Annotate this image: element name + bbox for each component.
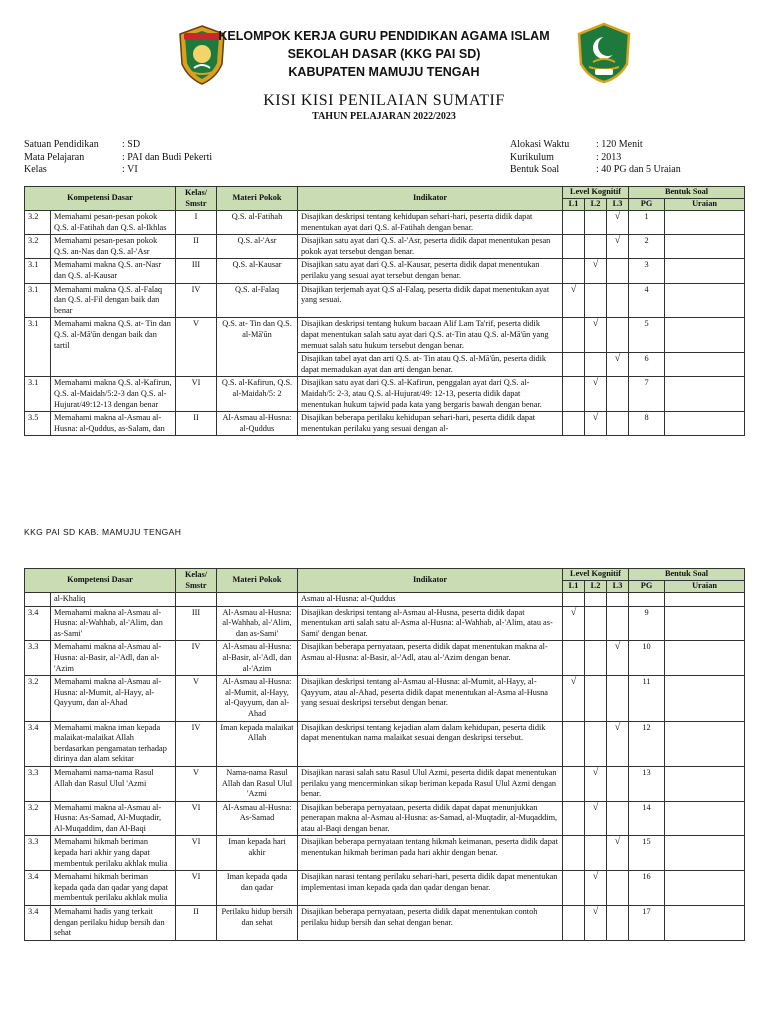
materi-value: Q.S. al-Kafirun, Q.S. al-Maidah/5: 2 [217, 377, 298, 412]
kd-text: Memahami hadis yang terkait dengan perilaku hidup bersih dan sehat [51, 906, 176, 941]
kd-text: Memahami makna Q.S. al-Falaq dan Q.S. al-Fil dengan baik dan benar [51, 283, 176, 318]
level-l1-cell [563, 412, 585, 436]
level-l2-cell [585, 801, 607, 836]
kd-text: Memahami pesan-pesan pokok Q.S. al-Fatihah dan Q.S. al-Ikhlas [51, 211, 176, 235]
indikator-text: Disajikan beberapa perilaku kehidupan sehari-hari, peserta didik dapat menentukan perilaku yang sesuai dengan al- [298, 412, 563, 436]
materi-value: Al-Asmau al-Husna: al-Wahhab, al-'Alim, dan as-Sami' [217, 606, 298, 641]
col-pg: PG [629, 581, 665, 593]
level-l1-cell [563, 259, 585, 283]
header-row [25, 569, 745, 581]
kd-number: 3.1 [25, 259, 51, 283]
check-mark-icon: √ [570, 676, 577, 688]
col-level-kognitif: Level Kognitif [563, 569, 629, 581]
level-l2-cell [585, 721, 607, 766]
check-mark-icon: √ [592, 871, 599, 883]
level-l1-cell [563, 676, 585, 721]
meta-value: : VI [122, 164, 138, 175]
meta-label: Satuan Pendidikan [24, 139, 99, 150]
pg-number: 2 [629, 235, 665, 259]
level-l1-cell [563, 836, 585, 871]
uraian-cell [665, 906, 745, 941]
materi-value: Iman kepada hari akhir [217, 836, 298, 871]
col-kompetensi-dasar: Kompetensi Dasar [25, 569, 176, 593]
col-kelas-semester: Kelas/ Smstr [176, 569, 217, 593]
kd-number: 3.4 [25, 906, 51, 941]
indikator-text: Disajikan deskripsi tentang hukum bacaan Alif Lam Ta'rif, peserta didik dapat menentukan salah satu ayat dari Q.S. at-Tin atau Q.S. al-Mā'ūn yang memuat salah satu hukum tersebut dengan benar. [298, 318, 563, 353]
level-l1-cell [563, 235, 585, 259]
uraian-cell [665, 871, 745, 906]
kelas-value: V [176, 676, 217, 721]
uraian-cell [665, 211, 745, 235]
meta-row [24, 164, 212, 177]
col-bentuk-soal: Bentuk Soal [629, 187, 745, 199]
check-mark-icon: √ [614, 211, 621, 222]
level-l3-cell [607, 283, 629, 318]
kd-number: 3.2 [25, 235, 51, 259]
check-mark-icon: √ [614, 235, 621, 247]
table-row [25, 283, 745, 318]
meta-value: : 2013 [596, 151, 622, 163]
check-mark-icon: √ [570, 606, 577, 618]
table-row [25, 766, 745, 801]
kelas-value: III [176, 606, 217, 641]
pg-number: 4 [629, 283, 665, 318]
table-row [25, 836, 745, 871]
level-l1-cell [563, 318, 585, 353]
table-row [25, 801, 745, 836]
kd-number [25, 593, 51, 607]
meta-value: : PAI dan Budi Pekerti [122, 151, 213, 163]
col-indikator: Indikator [298, 569, 563, 593]
pg-number: 1 [629, 211, 665, 235]
kd-number: 3.2 [25, 801, 51, 836]
kd-text: Memahami makna al-Asmau al-Husna: al-Wahhab, al-'Alim, dan as-Sami' [51, 606, 176, 641]
pg-number: 9 [629, 606, 665, 641]
check-mark-icon: √ [592, 377, 599, 389]
level-l2-cell [585, 235, 607, 259]
pg-number: 13 [629, 766, 665, 801]
level-l3-cell [607, 676, 629, 721]
materi-value: Perilaku hidup bersih dan sehat [217, 906, 298, 941]
materi-value: Q.S. at- Tin dan Q.S. al-Mā'ūn [217, 318, 298, 377]
meta-row [24, 152, 212, 165]
level-l2-cell [585, 593, 607, 607]
level-l2-cell [585, 606, 607, 641]
indikator-text: Asmau al-Husna: al-Quddus [298, 593, 563, 607]
table-row [25, 871, 745, 906]
kelas-value: IV [176, 641, 217, 676]
document-title: KISI KISI PENILAIAN SUMATIF [263, 92, 505, 109]
table-row [25, 721, 745, 766]
kd-text: Memahami makna Q.S. an-Nasr dan Q.S. al-Kausar [51, 259, 176, 283]
kelas-value [176, 593, 217, 607]
table-row [25, 606, 745, 641]
meta-value: : SD [122, 139, 141, 150]
kd-number: 3.3 [25, 641, 51, 676]
kisi-table-1 [24, 186, 745, 436]
indikator-text: Disajikan deskripsi tentang kehidupan sehari-hari, peserta didik dapat menentukan ayat dari Q.S. al-Fatihah dengan benar. [298, 211, 563, 235]
level-l3-cell [607, 871, 629, 906]
materi-value: Al-Asmau al-Husna: As-Samad [217, 801, 298, 836]
kkg-pai-shield-icon [575, 22, 633, 84]
indikator-text: Disajikan terjemah ayat Q.S al-Falaq, peserta didik dapat menentukan ayat yang sesuai. [298, 283, 563, 318]
indikator-text: Disajikan satu ayat dari Q.S. al-'Asr, peserta didik dapat menentukan pesan pokok ayat tersebut dengan benar. [298, 235, 563, 259]
kelas-value: V [176, 766, 217, 801]
level-l3-cell [607, 836, 629, 871]
col-materi-pokok: Materi Pokok [217, 569, 298, 593]
col-uraian: Uraian [665, 581, 745, 593]
kelas-value: IV [176, 721, 217, 766]
uraian-cell [665, 259, 745, 283]
level-l3-cell [607, 766, 629, 801]
level-l3-cell [607, 412, 629, 436]
table-row [25, 676, 745, 721]
check-mark-icon: √ [614, 721, 621, 733]
check-mark-icon: √ [614, 353, 621, 365]
kelas-value: VI [176, 377, 217, 412]
indikator-text: Disajikan satu ayat dari Q.S. al-Kausar, peserta didik dapat menentukan perilaku yang sesuai ayat tersebut dengan benar. [298, 259, 563, 283]
kd-text: Memahami makna al-Asmau al-Husna: al-Basir, al-'Adl, dan al-'Azim [51, 641, 176, 676]
level-l2-cell [585, 353, 607, 377]
level-l1-cell [563, 721, 585, 766]
level-l2-cell [585, 766, 607, 801]
col-l2: L2 [585, 581, 607, 593]
level-l2-cell [585, 906, 607, 941]
kd-text: Memahami makna iman kepada malaikat-malaikat Allah berdasarkan pengamatan terhadap dirinya dan alam sekitar [51, 721, 176, 766]
kd-text: Memahami makna al-Asmau al-Husna: As-Samad, Al-Muqtadir, Al-Muqaddim, dan Al-Baqi [51, 801, 176, 836]
indikator-text: Disajikan beberapa pernyataan tentang hikmah keimanan, peserta didik dapat menentukan hikmah beriman pada hari akhir dengan benar. [298, 836, 563, 871]
indikator-text: Disajikan beberapa pernyataan, peserta didik dapat dapat menunjukkan penerapan makna al-Asmau al-Husna: as-Samad, al-Muqtadir, al-Muqaddim, atau al-Baqi dengan benar. [298, 801, 563, 836]
pg-number: 17 [629, 906, 665, 941]
kd-text: Memahami pesan-pesan pokok Q.S. an-Nas dan Q.S. al-'Asr [51, 235, 176, 259]
meta-value: : 120 Menit [596, 139, 643, 150]
uraian-cell [665, 836, 745, 871]
kd-number: 3.2 [25, 211, 51, 235]
check-mark-icon: √ [592, 412, 599, 424]
uraian-cell [665, 766, 745, 801]
level-l2-cell [585, 259, 607, 283]
level-l3-cell [607, 593, 629, 607]
level-l1-cell [563, 801, 585, 836]
kelas-value: I [176, 211, 217, 235]
uraian-cell [665, 377, 745, 412]
kelas-value: II [176, 235, 217, 259]
level-l3-cell [607, 259, 629, 283]
kd-number: 3.5 [25, 412, 51, 436]
uraian-cell [665, 318, 745, 353]
header-row [25, 187, 745, 199]
table-row [25, 641, 745, 676]
meta-label: Alokasi Waktu [510, 139, 570, 150]
uraian-cell [665, 721, 745, 766]
meta-row [510, 152, 681, 165]
level-l1-cell [563, 641, 585, 676]
materi-value [217, 593, 298, 607]
kd-number: 3.2 [25, 676, 51, 721]
col-l1: L1 [563, 199, 585, 211]
check-mark-icon: √ [592, 259, 599, 271]
meta-row [24, 139, 212, 152]
meta-left [24, 139, 212, 177]
indikator-text: Disajikan deskripsi tentang al-Asmau al-Husna, peserta didik dapat menentukan arti salah satu al-Asma al-Husna: al-Wahhab, al-'Alim, atau as-Sami' dengan benar. [298, 606, 563, 641]
pg-number: 6 [629, 353, 665, 377]
kd-text: Memahami hikmah beriman kepada hari akhir yang dapat membentuk perilaku akhlak mulia [51, 836, 176, 871]
uraian-cell [665, 283, 745, 318]
level-l2-cell [585, 641, 607, 676]
level-l2-cell [585, 318, 607, 353]
table-header [25, 569, 745, 593]
kd-text: Memahami makna al-Asmau al-Husna: al-Quddus, as-Salam, dan [51, 412, 176, 436]
col-bentuk-soal: Bentuk Soal [629, 569, 745, 581]
kd-text: Memahami makna Q.S. al-Kafirun, Q.S. al-Maidah/5:2-3 dan Q.S. al-Hujurat/49:12-13 dengan benar [51, 377, 176, 412]
kelas-value: IV [176, 283, 217, 318]
check-mark-icon: √ [614, 836, 621, 848]
level-l3-cell [607, 377, 629, 412]
footer-note: KKG PAI SD KAB. MAMUJU TENGAH [24, 527, 182, 537]
col-indikator: Indikator [298, 187, 563, 211]
meta-label: Mata Pelajaran [24, 151, 85, 163]
meta-right [510, 139, 681, 177]
header-line-3: KABUPATEN MAMUJU TENGAH [288, 65, 480, 79]
document-subtitle: TAHUN PELAJARAN 2022/2023 [312, 111, 456, 122]
kd-text: Memahami makna al-Asmau al-Husna: al-Mumit, al-Hayy, al-Qayyum, dan al-Ahad [51, 676, 176, 721]
indikator-text: Disajikan satu ayat dari Q.S. al-Kafirun, penggalan ayat dari Q.S. al-Maidah/5: 2-3, atau Q.S. al-Hujurat/49: 12-13, peserta didik dapat menentukan hukum tajwid pada kata yang bergaris bawah dengan benar. [298, 377, 563, 412]
meta-label: Kurikulum [510, 151, 554, 163]
kd-text: Memahami hikmah beriman kepada qada dan qadar yang dapat membentuk perilaku akhlak mulia [51, 871, 176, 906]
kisi-table-2 [24, 568, 745, 941]
level-l1-cell [563, 871, 585, 906]
indikator-text: Disajikan beberapa pernyataan, peserta didik dapat menentukan contoh perilaku hidup bersih dan sehat dengan benar. [298, 906, 563, 941]
table-row [25, 906, 745, 941]
indikator-text: Disajikan beberapa pernyataan, peserta didik dapat menentukan makna al-Asmau al-Husna: al-Basir, al-'Adl, atau al-'Azim dengan benar. [298, 641, 563, 676]
level-l2-cell [585, 676, 607, 721]
kd-number: 3.4 [25, 606, 51, 641]
col-l3: L3 [607, 199, 629, 211]
letterhead [0, 18, 768, 88]
indikator-text: Disajikan tabel ayat dan arti Q.S. at- Tin atau Q.S. al-Mā'ūn, peserta didik dapat memadukan ayat dan arti dengan benar. [298, 353, 563, 377]
level-l2-cell [585, 836, 607, 871]
indikator-text: Disajikan narasi salah satu Rasul Ulul Azmi, peserta didik dapat menentukan perilaku yang mencerminkan sikap beriman kepada Rasul Ulul Azmi dengan benar. [298, 766, 563, 801]
meta-label: Bentuk Soal [510, 164, 560, 175]
col-uraian: Uraian [665, 199, 745, 211]
uraian-cell [665, 593, 745, 607]
col-pg: PG [629, 199, 665, 211]
kd-text: al-Khaliq [51, 593, 176, 607]
kelas-value: VI [176, 801, 217, 836]
kelas-value: VI [176, 871, 217, 906]
level-l1-cell [563, 593, 585, 607]
kd-text: Memahami nama-nama Rasul Allah dan Rasul Ulul 'Azmi [51, 766, 176, 801]
pg-number: 5 [629, 318, 665, 353]
check-mark-icon: √ [614, 641, 621, 653]
kelas-value: III [176, 259, 217, 283]
materi-value: Iman kepada malaikat Allah [217, 721, 298, 766]
materi-value: Al-Asmau al-Husna: al-Quddus [217, 412, 298, 436]
meta-row [510, 164, 681, 177]
kelas-value: II [176, 412, 217, 436]
pg-number: 14 [629, 801, 665, 836]
table-row [25, 412, 745, 436]
uraian-cell [665, 353, 745, 377]
col-l3: L3 [607, 581, 629, 593]
check-mark-icon: √ [592, 906, 599, 918]
kd-number: 3.3 [25, 836, 51, 871]
level-l1-cell [563, 606, 585, 641]
table-row [25, 593, 745, 607]
col-l2: L2 [585, 199, 607, 211]
pg-number: 10 [629, 641, 665, 676]
pg-number: 8 [629, 412, 665, 436]
materi-value: Q.S. al-Kausar [217, 259, 298, 283]
pg-number [629, 593, 665, 607]
col-kompetensi-dasar: Kompetensi Dasar [25, 187, 176, 211]
level-l2-cell [585, 211, 607, 235]
check-mark-icon: √ [592, 766, 599, 778]
kd-number: 3.1 [25, 318, 51, 377]
pg-number: 15 [629, 836, 665, 871]
uraian-cell [665, 606, 745, 641]
level-l3-cell [607, 235, 629, 259]
materi-value: Nama-nama Rasul Allah dan Rasul Ulul 'Azmi [217, 766, 298, 801]
materi-value: Al-Asmau al-Husna: al-Mumit, al-Hayy, al-Qayyum, dan al-Ahad [217, 676, 298, 721]
meta-value: : 40 PG dan 5 Uraian [596, 164, 681, 175]
level-l1-cell [563, 377, 585, 412]
meta-row [510, 139, 681, 152]
pg-number: 12 [629, 721, 665, 766]
level-l3-cell [607, 211, 629, 235]
indikator-text: Disajikan deskripsi tentang al-Asmau al-Husna: al-Mumit, al-Hayy, al-Qayyum, atau al-Ahad, peserta didik dapat menentukan al-Asma al-Husna yang sesuai deskripsi tersebut dengan benar. [298, 676, 563, 721]
uraian-cell [665, 676, 745, 721]
table-row [25, 235, 745, 259]
materi-value: Q.S. al-'Asr [217, 235, 298, 259]
kd-number: 3.4 [25, 871, 51, 906]
header-line-2: SEKOLAH DASAR (KKG PAI SD) [287, 47, 481, 61]
level-l3-cell [607, 721, 629, 766]
pg-number: 3 [629, 259, 665, 283]
col-l1: L1 [563, 581, 585, 593]
pg-number: 16 [629, 871, 665, 906]
materi-value: Q.S. al-Fatihah [217, 211, 298, 235]
level-l1-cell [563, 353, 585, 377]
indikator-text: Disajikan deskripsi tentang kejadian alam dalam kehidupan, peserta didik dapat menentukan nama malaikat sesuai dengan deskripsi tersebut. [298, 721, 563, 766]
indikator-text: Disajikan narasi tentang perilaku sehari-hari, peserta didik dapat menentukan implementasi iman kepada qada dan qadar dengan benar. [298, 871, 563, 906]
table-row [25, 211, 745, 235]
level-l3-cell [607, 318, 629, 353]
col-level-kognitif: Level Kognitif [563, 187, 629, 199]
table-row [25, 259, 745, 283]
uraian-cell [665, 412, 745, 436]
level-l3-cell [607, 801, 629, 836]
header-line-1: KELOMPOK KERJA GURU PENDIDIKAN AGAMA ISLAM [218, 29, 550, 43]
kd-number: 3.1 [25, 283, 51, 318]
level-l3-cell [607, 641, 629, 676]
materi-value: Q.S. al-Falaq [217, 283, 298, 318]
kd-number: 3.4 [25, 721, 51, 766]
uraian-cell [665, 641, 745, 676]
level-l3-cell [607, 353, 629, 377]
pg-number: 11 [629, 676, 665, 721]
level-l3-cell [607, 906, 629, 941]
pg-number: 7 [629, 377, 665, 412]
level-l1-cell [563, 906, 585, 941]
level-l1-cell [563, 283, 585, 318]
check-mark-icon: √ [570, 283, 577, 295]
kelas-value: II [176, 906, 217, 941]
kelas-value: VI [176, 836, 217, 871]
table-row [25, 377, 745, 412]
level-l3-cell [607, 606, 629, 641]
table-header [25, 187, 745, 211]
kd-number: 3.1 [25, 377, 51, 412]
meta-label: Kelas [24, 164, 47, 175]
level-l1-cell [563, 211, 585, 235]
uraian-cell [665, 801, 745, 836]
materi-value: Al-Asmau al-Husna: al-Basir, al-'Adl, dan al-'Azim [217, 641, 298, 676]
kd-text: Memahami makna Q.S. at- Tin dan Q.S. al-Mā'ūn dengan baik dan tartil [51, 318, 176, 377]
level-l2-cell [585, 377, 607, 412]
materi-value: Iman kepada qada dan qadar [217, 871, 298, 906]
check-mark-icon: √ [592, 318, 599, 330]
level-l1-cell [563, 766, 585, 801]
level-l2-cell [585, 871, 607, 906]
check-mark-icon: √ [592, 801, 599, 813]
uraian-cell [665, 235, 745, 259]
col-materi-pokok: Materi Pokok [217, 187, 298, 211]
kelas-value: V [176, 318, 217, 377]
table-row [25, 318, 745, 353]
level-l2-cell [585, 412, 607, 436]
level-l2-cell [585, 283, 607, 318]
kd-number: 3.3 [25, 766, 51, 801]
col-kelas-semester: Kelas/ Smstr [176, 187, 217, 211]
